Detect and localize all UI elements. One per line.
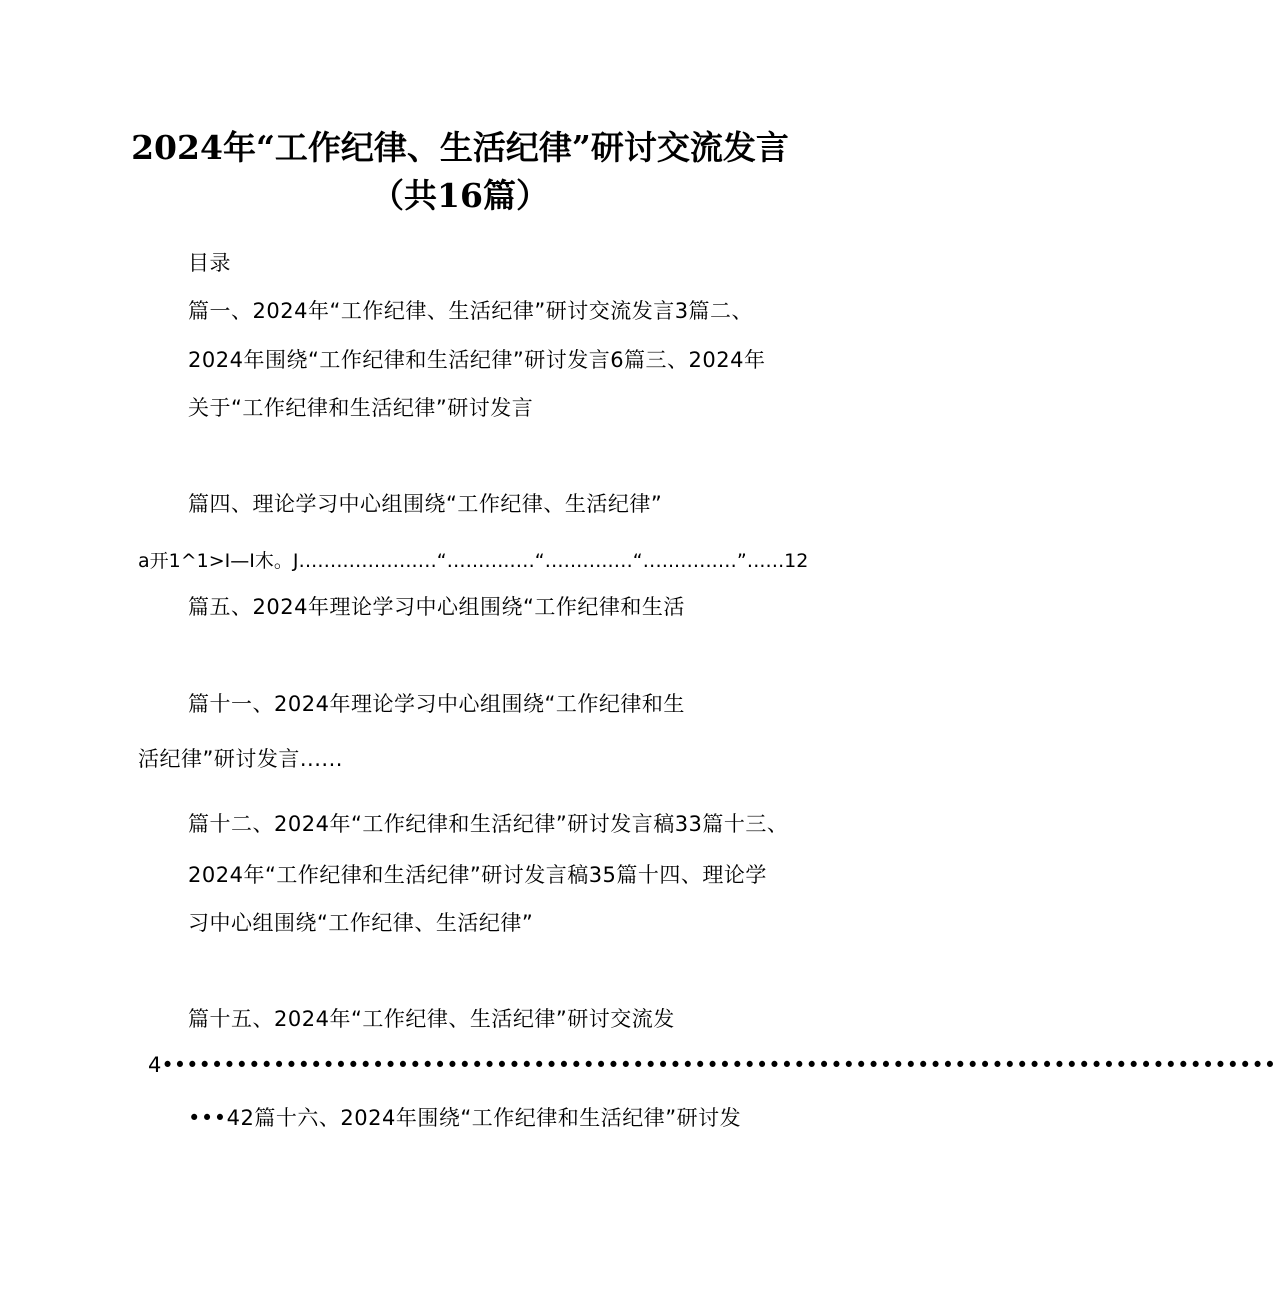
toc-line: 习中心组围绕“工作纪律、生活纪律”	[188, 911, 534, 935]
toc-line: 关于“工作纪律和生活纪律”研讨发言	[188, 396, 534, 420]
toc-line: 篇十二、2024年“工作纪律和生活纪律”研讨发言稿33篇十三、	[188, 812, 789, 836]
toc-leader-dots: 4••••••••••••••••••••••••••••••••••••••••••••••••••••••••••••••••••••••••••••••••••••••••••	[148, 1053, 1276, 1077]
toc-line: 篇五、2024年理论学习中心组围绕“工作纪律和生活	[188, 595, 685, 619]
toc-line: 2024年围绕“工作纪律和生活纪律”研讨发言6篇三、2024年	[188, 348, 766, 372]
toc-line: 2024年“工作纪律和生活纪律”研讨发言稿35篇十四、理论学	[188, 863, 767, 887]
document-title-count: （共16篇）	[371, 176, 549, 215]
toc-line: 篇十一、2024年理论学习中心组围绕“工作纪律和生	[188, 692, 685, 716]
toc-line: 篇四、理论学习中心组围绕“工作纪律、生活纪律”	[188, 492, 663, 516]
toc-line: 篇一、2024年“工作纪律、生活纪律”研讨交流发言3篇二、	[188, 299, 754, 323]
document-title: 2024年“工作纪律、生活纪律”研讨交流发言	[131, 128, 789, 167]
toc-heading: 目录	[188, 251, 231, 275]
toc-line-garbled: a开1^1>I—I木。J‥.‥‥.‥‥.‥‥.‥‥“‥‥.‥‥.‥‥“‥‥.‥‥.‥‥“‥‥..‥‥.‥‥”‥.‥.12	[138, 550, 809, 572]
toc-line: 篇十五、2024年“工作纪律、生活纪律”研讨交流发	[188, 1007, 675, 1031]
toc-line: •••42篇十六、2024年围绕“工作纪律和生活纪律”研讨发	[188, 1106, 742, 1130]
toc-line: 活纪律”研讨发言......	[138, 747, 343, 771]
